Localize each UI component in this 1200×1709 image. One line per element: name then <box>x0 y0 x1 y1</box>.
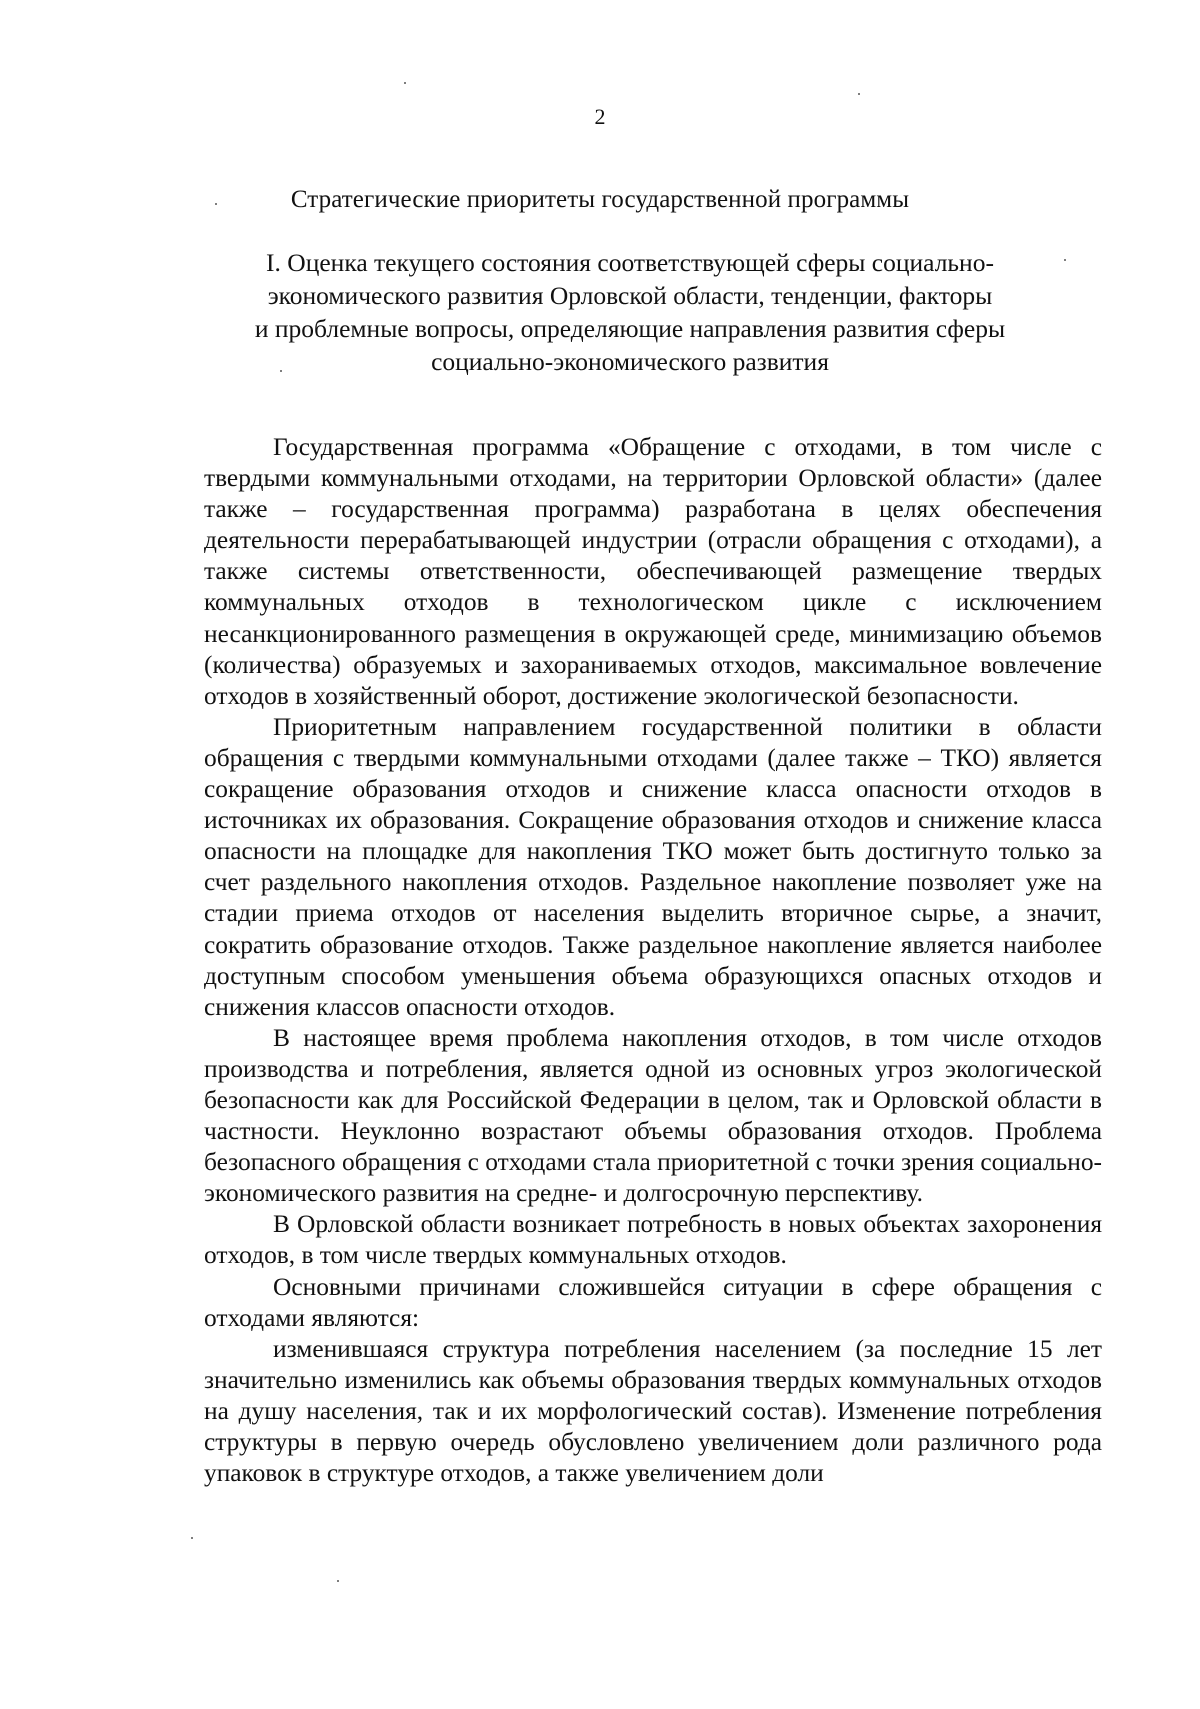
section-heading <box>230 246 1030 378</box>
paragraph: В Орловской области возникает потребность в новых объектах захоронения отходов, в том числе твердых коммунальных отходов. <box>204 1210 1102 1270</box>
scan-speck <box>337 1580 339 1582</box>
section-heading-line: I. Оценка текущего состояния соответствующей сферы социально- <box>266 248 994 277</box>
paragraph: Приоритетным направлением государственной политики в области обращения с твердыми коммунальными отходами (далее также – ТКО) является сокращение образования отходов и снижение класса опасности отходов в источниках их образования. Сокращение образования отходов и снижение класса опасности на площадке для накопления ТКО может быть достигнуто только за счет раздельного накопления отходов. Раздельное накопление позволяет уже на стадии приема отходов от населения выделить вторичное сырье, а значит, сократить образование отходов. Также раздельное накопление является наиболее доступным способом уменьшения объема образующихся опасных отходов и снижения классов опасности отходов. <box>204 712 1102 1021</box>
section-heading-line: социально-экономического развития <box>431 347 829 376</box>
document-body <box>204 432 1102 1489</box>
scan-speck <box>280 370 282 372</box>
paragraph: изменившаяся структура потребления населением (за последние 15 лет значительно изменились как объемы образования твердых коммунальных отходов на душу населения, так и их морфологический состав). Изменение потребления структуры в первую очередь обусловлено увеличением доли различного рода упаковок в структуре отходов, а также увеличением доли <box>204 1334 1102 1488</box>
scan-speck <box>858 93 860 95</box>
scan-speck <box>191 1537 193 1539</box>
section-heading-line: экономического развития Орловской области, тенденции, факторы <box>267 281 993 310</box>
scan-speck <box>215 203 217 205</box>
paragraph: В настоящее время проблема накопления отходов, в том числе отходов производства и потребления, является одной из основных угроз экологической безопасности как для Российской Федерации в целом, так и Орловской области в частности. Неуклонно возрастают объемы образования отходов. Проблема безопасного обращения с отходами стала приоритетной с точки зрения социально-экономического развития на средне- и долгосрочную перспективу. <box>204 1023 1102 1208</box>
paragraph: Основными причинами сложившейся ситуации в сфере обращения с отходами являются: <box>204 1272 1102 1332</box>
scan-speck <box>404 82 406 84</box>
paragraph: Государственная программа «Обращение с отходами, в том числе с твердыми коммунальными отходами, на территории Орловской области» (далее также – государственная программа) разработана в целях обеспечения деятельности перерабатывающей индустрии (отрасли обращения с отходами), а также системы ответственности, обеспечивающей размещение твердых коммунальных отходов в технологическом цикле с исключением несанкционированного размещения в окружающей среде, минимизацию объемов (количества) образуемых и захораниваемых отходов, максимальное вовлечение отходов в хозяйственный оборот, достижение экологической безопасности. <box>204 433 1102 710</box>
page-number: 2 <box>594 104 606 129</box>
document-title: Стратегические приоритеты государственной программы <box>290 186 910 213</box>
scan-speck <box>1064 259 1066 261</box>
section-heading-line: и проблемные вопросы, определяющие направления развития сферы <box>254 314 1006 343</box>
